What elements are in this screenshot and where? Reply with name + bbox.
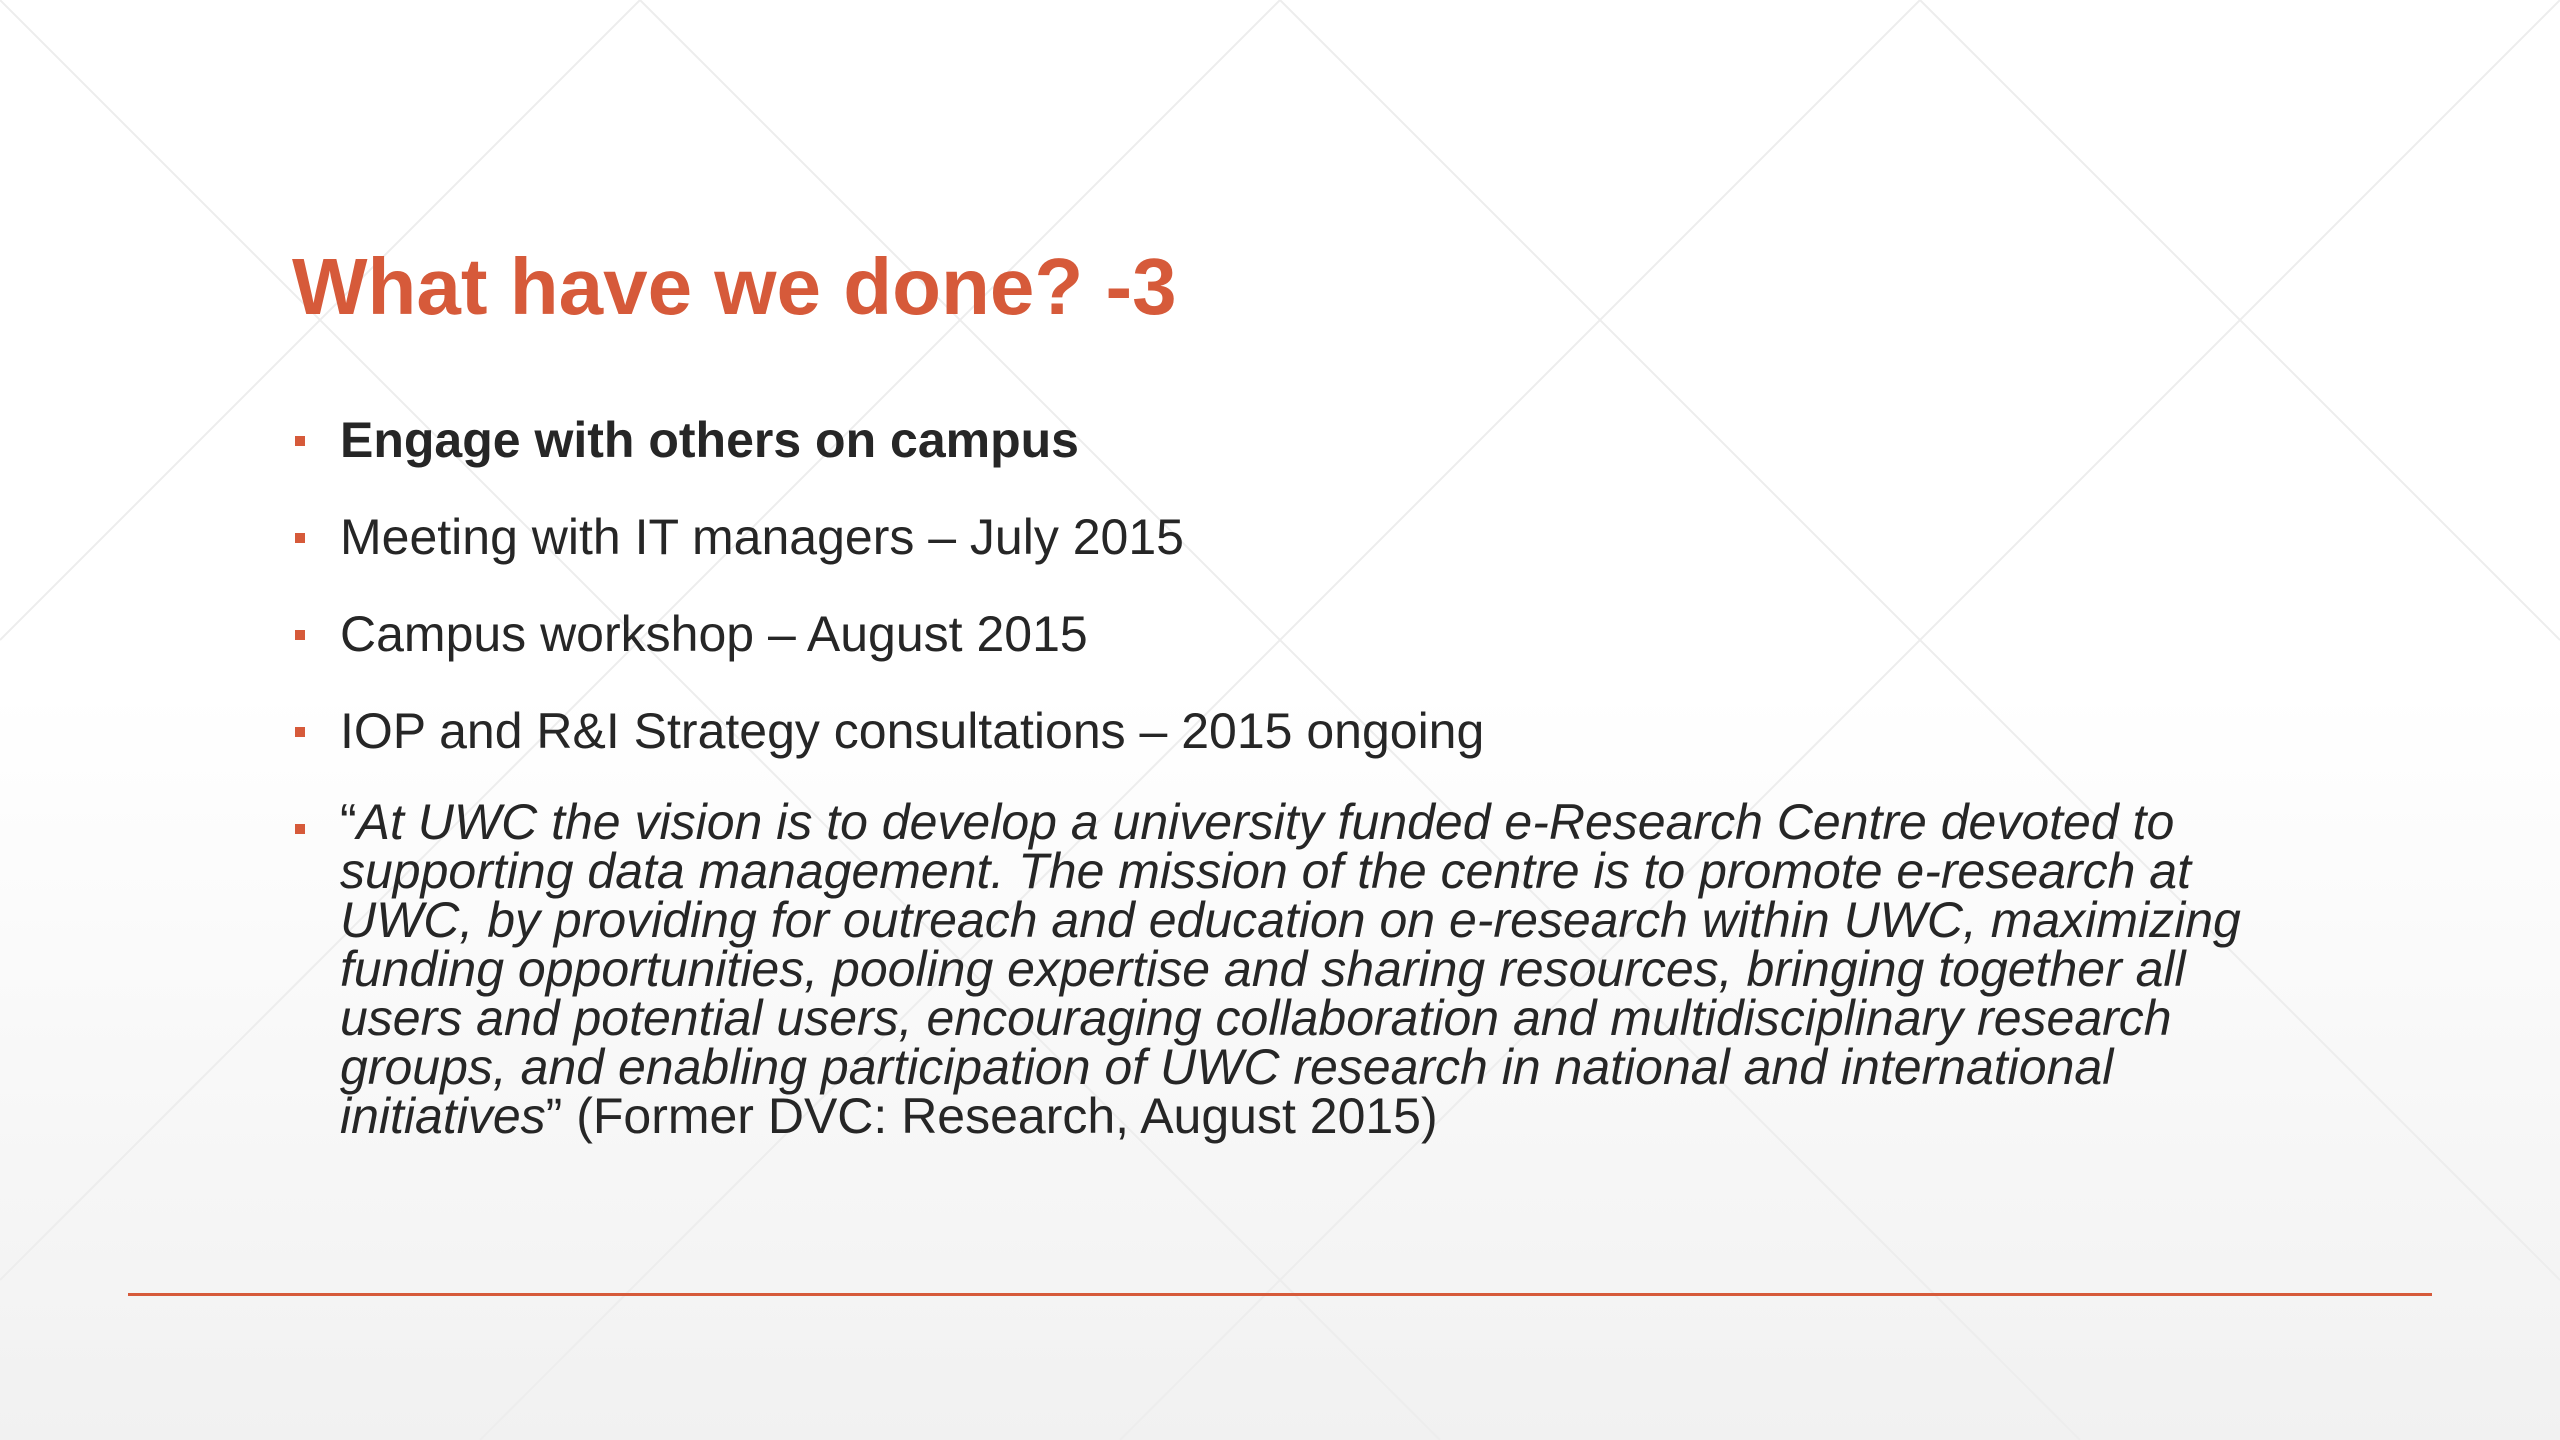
quote-close-mark: ” <box>545 1088 563 1144</box>
footer-divider <box>128 1293 2432 1296</box>
quote-item <box>292 794 2260 1144</box>
bullet-item <box>292 701 2292 761</box>
bullet-marker <box>295 436 305 446</box>
bullet-marker <box>295 533 305 543</box>
bullet-marker <box>295 630 305 640</box>
bullet-item <box>292 507 2292 567</box>
bullet-text: Campus workshop – August 2015 <box>340 606 1088 662</box>
bullet-text: IOP and R&I Strategy consultations – 2015 ongoing <box>340 703 1485 759</box>
bullet-list <box>292 410 2292 1178</box>
bullet-text: Meeting with IT managers – July 2015 <box>340 509 1184 565</box>
bullet-item <box>292 410 2292 470</box>
bullet-marker <box>295 727 305 737</box>
quote-open-mark: “ <box>340 794 357 850</box>
quote-text: At UWC the vision is to develop a university funded e-Research Centre devoted to supporting data management. The mission of the centre is to promote e-research at UWC, by providing for outreach and education on e-research within UWC, maximizing funding opportunities, pooling expertise and sharing resources, bringing together all users and potential users, encouraging collaboration and multidisciplinary research groups, and enabling participation of UWC research in national and international initiatives <box>340 794 2241 1144</box>
slide-title: What have we done? -3 <box>292 242 1177 331</box>
quote-attribution: (Former DVC: Research, August 2015) <box>562 1088 1438 1144</box>
bullet-item <box>292 604 2292 664</box>
bullet-marker <box>295 824 305 834</box>
bullet-text: Engage with others on campus <box>340 412 1079 468</box>
